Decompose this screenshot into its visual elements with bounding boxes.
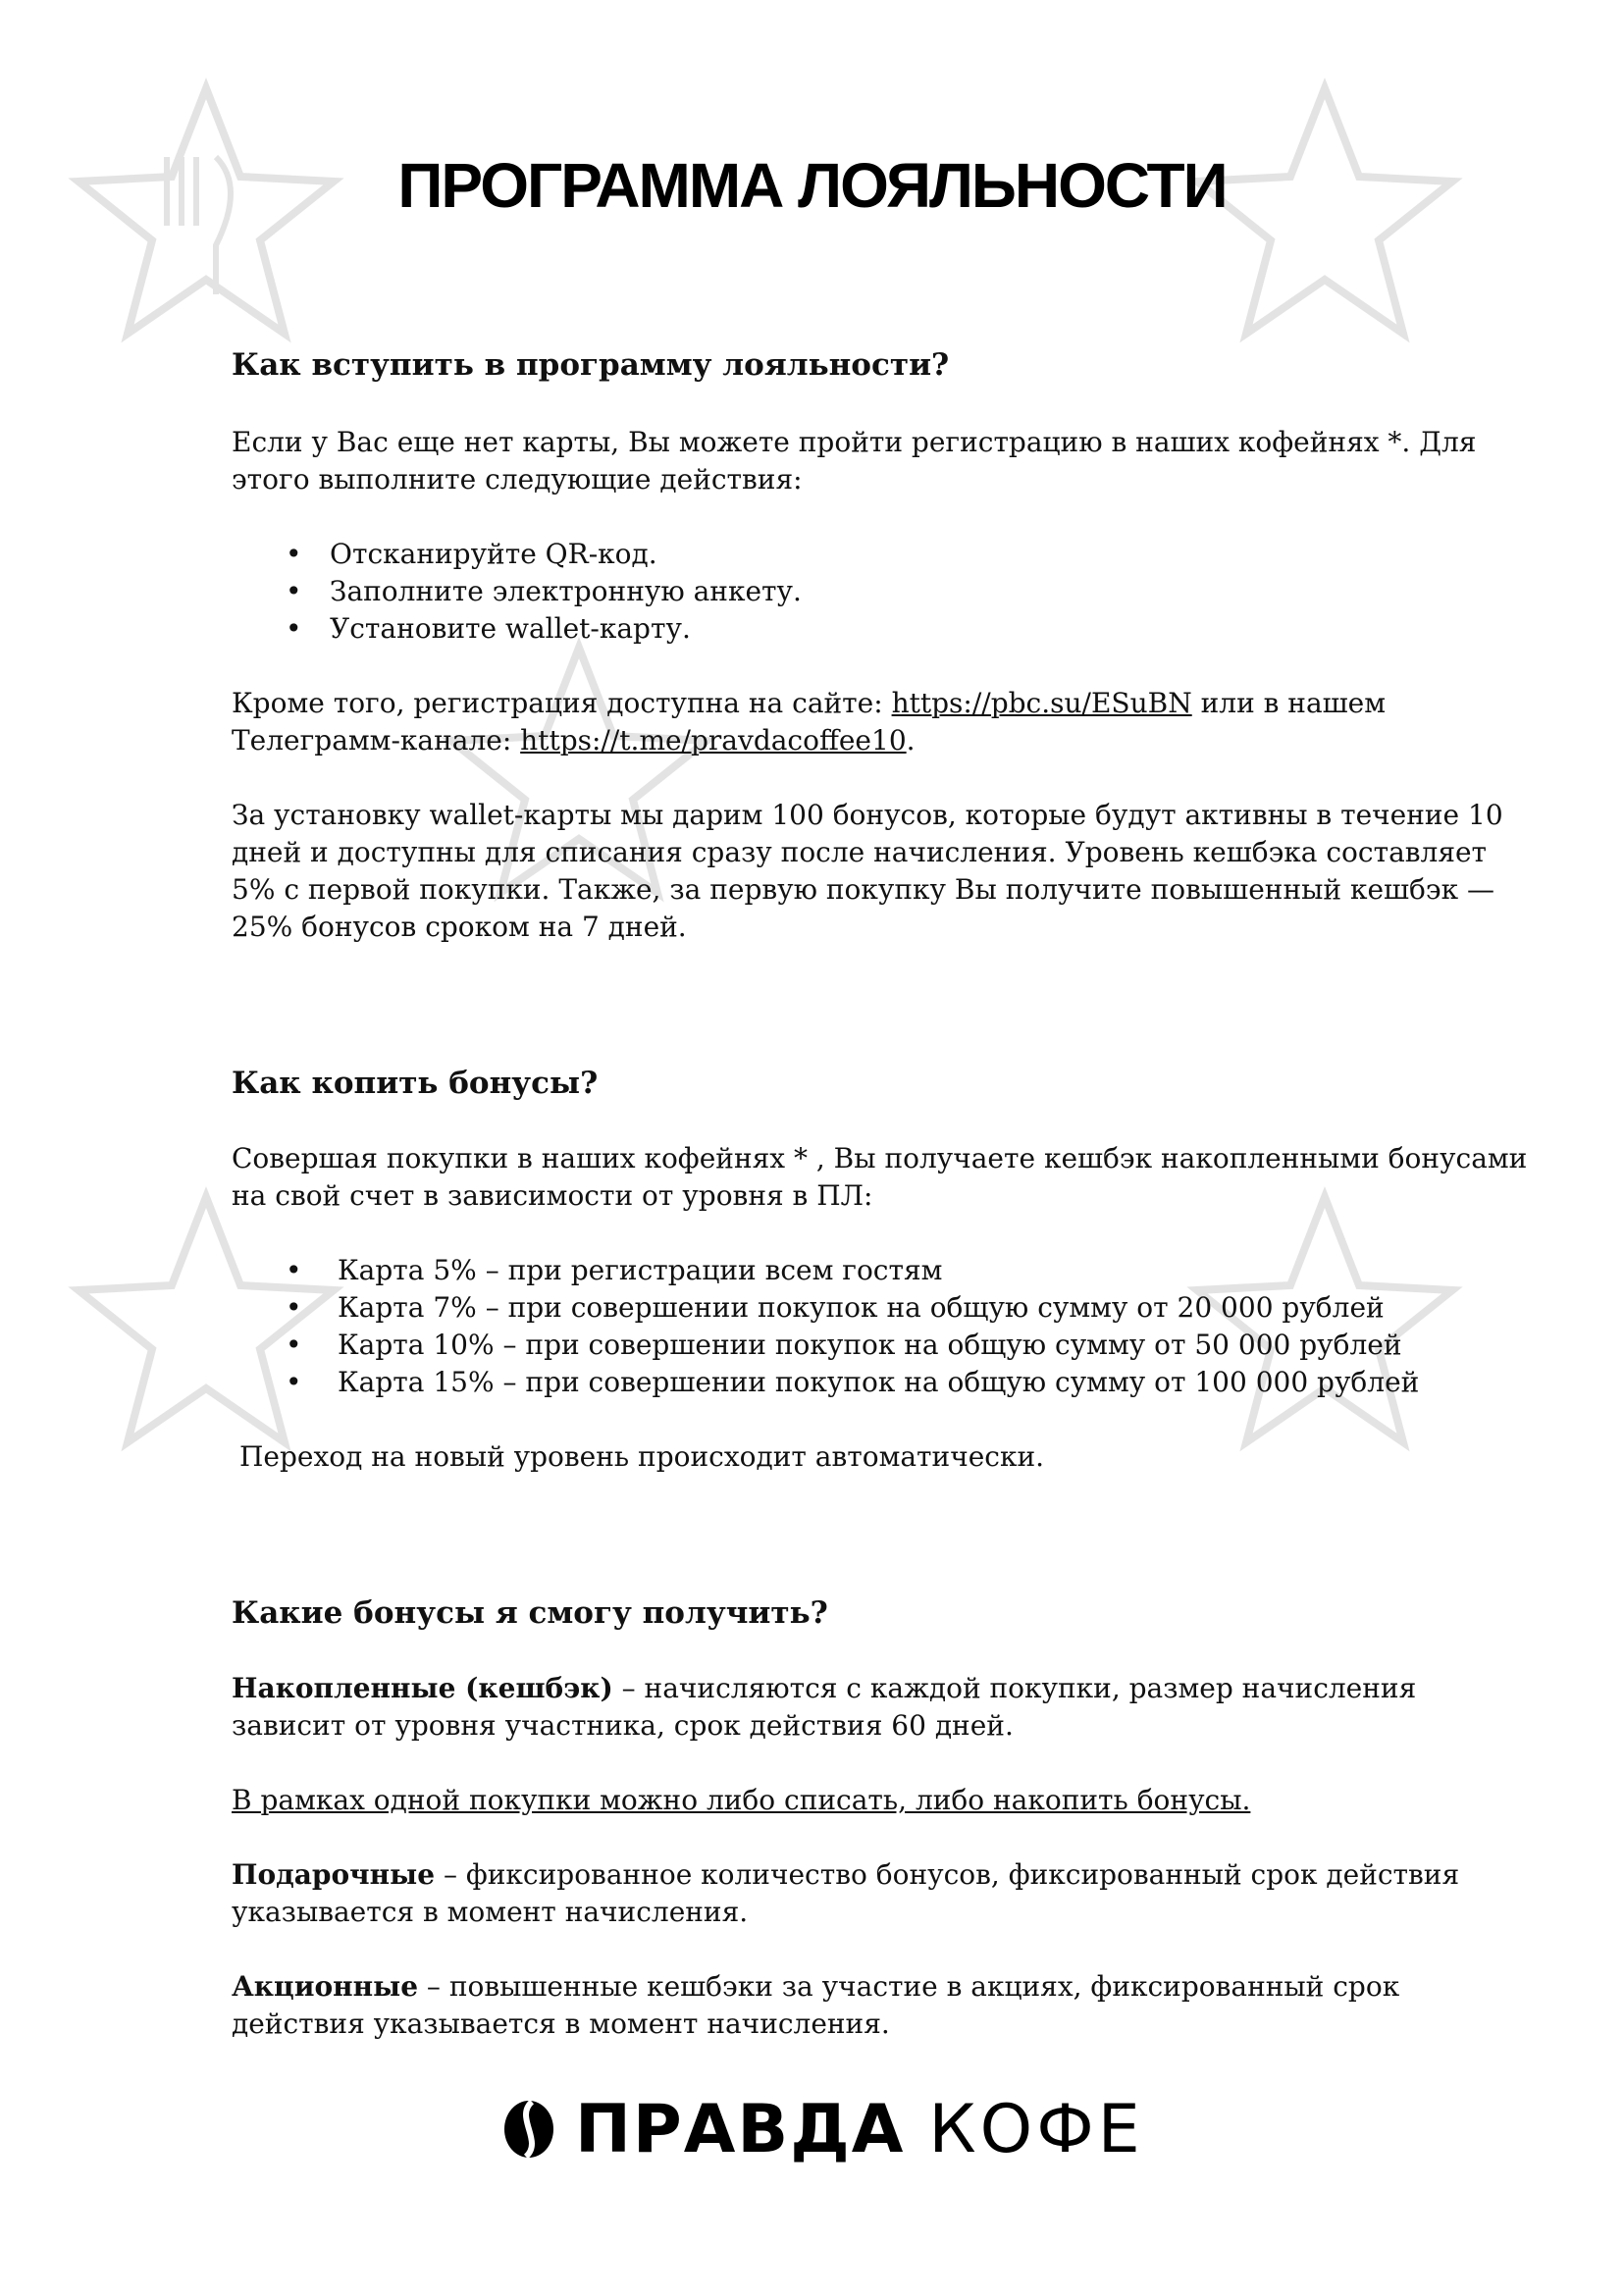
document-body [232,345,1537,2043]
register-text: Кроме того, регистрация доступна на сайте: [232,687,892,719]
welcome-bonus-paragraph: За установку wallet-карты мы дарим 100 бонусов, которые будут активны в течение 10 дней и доступны для списания сразу после начисления. Уровень кешбэка составляет 5% с первой покупки. Также, за первую покупку Вы получите повышенный кешбэк — 25% бонусов сроком на 7 дней. [232,799,1503,943]
earn-intro: Совершая покупки в наших кофейнях * , Вы получаете кешбэк накопленными бонусами на свой счет в зависимости от уровня в ПЛ: [232,1142,1528,1212]
gift-text: – фиксированное количество бонусов, фиксированный срок действия указывается в момент начисления. [232,1858,1460,1928]
register-paragraph [232,685,1537,759]
list-item: • Заполните электронную анкету. [232,573,1537,610]
gift-label: Подарочные [232,1858,436,1891]
logo-brand-bold: ПРАВДА [575,2090,906,2168]
level-note: Переход на новый уровень происходит автоматически. [239,1440,1045,1473]
promo-label: Акционные [232,1970,419,2003]
list-item: • Карта 15% – при совершении покупок на общую сумму от 100 000 рублей [232,1364,1537,1401]
list-item: • Карта 10% – при совершении покупок на общую сумму от 50 000 рублей [232,1327,1537,1364]
register-site-link[interactable]: https://pbc.su/ESuBN [891,687,1192,719]
section-heading-join: Как вступить в программу лояльности? [232,347,950,383]
register-text: . [906,724,916,756]
list-item: • Карта 5% – при регистрации всем гостям [232,1252,1537,1289]
accumulated-text: – начисляются с каждой покупки, размер начисления зависит от уровня участника, срок действия 60 дней. [232,1672,1417,1742]
rule-note: В рамках одной покупки можно либо списать, либо накопить бонусы. [232,1784,1251,1816]
promo-paragraph [232,1968,1537,2043]
tier-list [232,1252,1537,1401]
list-item: • Установите wallet-карту. [232,610,1537,648]
section-heading-bonus-types: Какие бонусы я смогу получить? [232,1595,828,1631]
brand-logo [502,2090,1144,2168]
list-item: • Карта 7% – при совершении покупок на общую сумму от 20 000 рублей [232,1289,1537,1327]
section-heading-earn: Как копить бонусы? [232,1066,599,1101]
logo-brand-light: КОФЕ [928,2090,1144,2168]
join-steps-list [232,536,1537,648]
accumulated-label: Накопленные (кешбэк) [232,1672,613,1704]
join-intro: Если у Вас еще нет карты, Вы можете пройти регистрацию в наших кофейнях *. Для этого выполните следующие действия: [232,426,1477,496]
telegram-link[interactable]: https://t.me/pravdacoffee10 [520,724,907,756]
coffee-bean-icon [502,2100,555,2159]
register-text: или в нашем Телеграмм-канале: [232,687,1387,756]
accumulated-paragraph [232,1670,1537,1745]
list-item: • Отсканируйте QR-код. [232,536,1537,573]
gift-paragraph [232,1856,1537,1931]
promo-text: – повышенные кешбэки за участие в акциях, фиксированный срок действия указывается в момент начисления. [232,1970,1400,2040]
page-title: ПРОГРАММА ЛОЯЛЬНОСТИ [397,150,1227,221]
